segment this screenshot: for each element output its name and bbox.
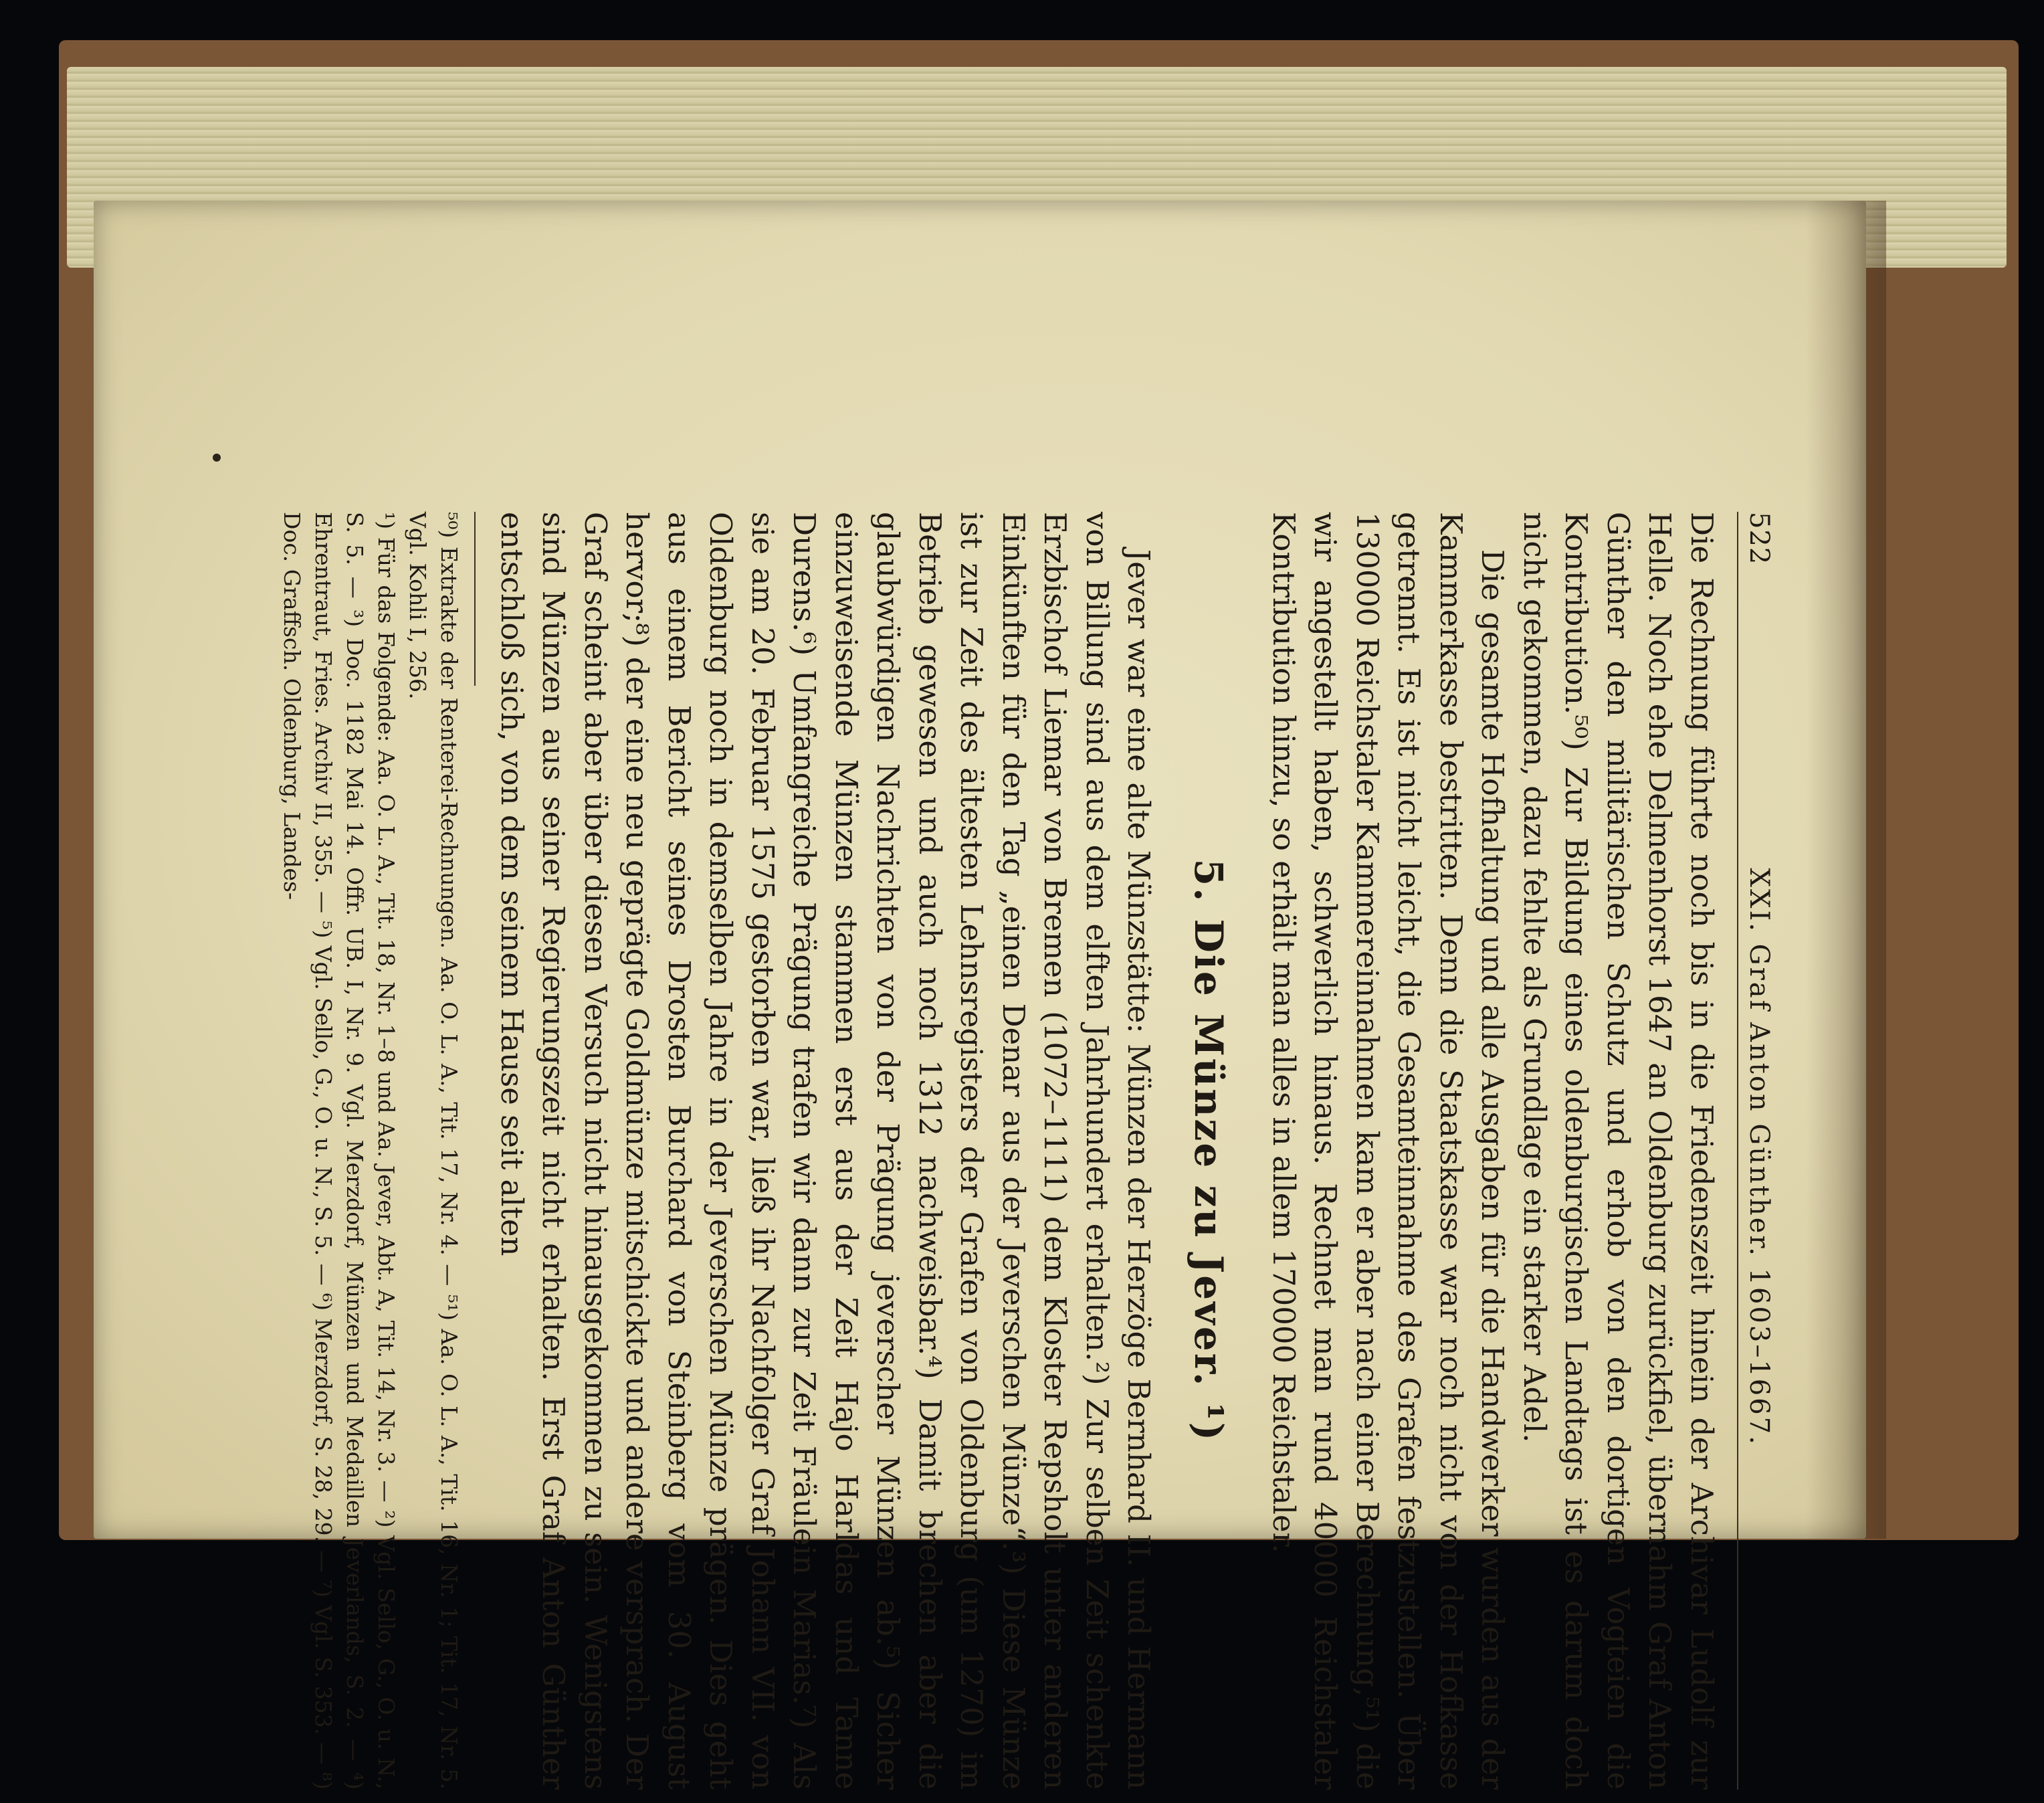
footnote: ⁵⁰) Extrakte der Renterei-Rechnungen. Aa. O. L. A., Tit. 17, Nr. 4. — ⁵¹) Aa. O. L. A., Tit. 16, Nr. 1; Tit. 17, Nr. 5. Vgl. Kohli I, 256. — [405, 512, 463, 1790]
running-title: XXI. Graf Anton Günther. 1603–1667. — [1744, 868, 1774, 1446]
footnote: ¹) Für das Folgende: Aa. O. L. A., Tit. 18, Nr. 1–8 und Aa. Jever, Abt. A, Tit. 14, Nr. 3. — ²) Vgl. Sello, G., O. u. N., S. 5. — ³) Doc. 1182 Mai 14. Offr. UB. I, Nr. 9. Vgl. Merzdorf, Münzen und Medaillen Jeverlands, S. 2. — ⁴) Ehrentraut, Fries. Archiv II, 355. — ⁵) Vgl. Sello, G., O. u. N., S. 5. — ⁶) Merzdorf, S. 28, 29. — ⁷) Vgl. S. 353. — ⁸) Doc. Graffsch. Oldenburg, Landes- — [279, 512, 400, 1790]
section-heading: 5. Die Münze zu Jever. ¹) — [1186, 858, 1232, 1443]
gutter-shadow — [1806, 201, 1886, 1539]
ink-spot — [213, 454, 221, 462]
paragraph: Jever war eine alte Münzstätte: Münzen der Herzöge Bernhard II. und Hermann von Billung sind aus dem elften Jahrhundert erhalten.²) Zur selben Zeit schenkte Erzbischof Liemar von Bremen (1072–1111) dem Kloster Repsholt unter anderen Einkünften für den Tag „einen Denar aus der Jeverschen Münze“.³) Diese Münze ist zur Zeit des ältesten Lehnsregisters der Grafen von Oldenburg (um 1270) im Betrieb gewesen und auch noch 1312 nachweisbar.⁴) Damit brechen aber die glaubwürdigen Nachrichten von der Prägung jeverscher Münzen ab.⁵) Sicher einzuweisende Münzen stammen erst aus der Zeit Hajo Harldas und Tanne Durens.⁶) Umfangreiche Prägung trafen wir dann zur Zeit Fräulein Marias.⁷) Als sie am 20. Februar 1575 gestorben war, ließ ihr Nachfolger Graf Johann VII. von Oldenburg noch in demselben Jahre in der Jeverschen Münze prägen. Dies geht aus einem Bericht seines Drosten Burchard von Steinberg vom 30. August hervor;⁸) der eine neu geprägte Goldmünze mitschickte und andere versprach. Der Graf scheint aber über diesen Versuch nicht hinausgekommen zu sein. Wenigstens sind Münzen aus seiner Regierungszeit nicht erhalten. Erst Graf Anton Günther entschloß sich, von dem seinem Hause seit alten — [494, 512, 1157, 1790]
footnotes — [277, 512, 466, 1790]
paragraph: Die gesamte Hofhaltung und alle Ausgaben für die Handwerker wurden aus der Kammerkasse bestritten. Denn die Staatskasse war noch nicht von der Hofkasse getrennt. Es ist nicht leicht, die Gesamteinnahme des Grafen festzustellen. Über 130000 Reichstaler Kammereinnahmen kam er aber nach einer Berechnung,⁵¹) die wir angestellt haben, schwerlich hinaus. Rechnet man rund 40000 Reichstaler Kontribution hinzu, so erhält man alles in allem 170000 Reichstaler. — [1266, 512, 1511, 1790]
paragraph: Die Rechnung führte noch bis in die Friedenszeit hinein der Archivar Ludolf zur Helle. Noch ehe Delmenhorst 1647 an Oldenburg zurückfiel, übernahm Graf Anton Günther den militärischen Schutz und erhob von den dortigen Vogteien die Kontribution.⁵⁰) Zur Bildung eines oldenburgischen Landtags ist es darum doch nicht gekommen, dazu fehlte als Grundlage ein starker Adel. — [1517, 512, 1720, 1790]
running-head — [1737, 512, 1774, 1790]
page-number: 522 — [1744, 512, 1774, 565]
page-text-block — [217, 498, 1782, 1803]
footnote-divider — [475, 512, 476, 686]
